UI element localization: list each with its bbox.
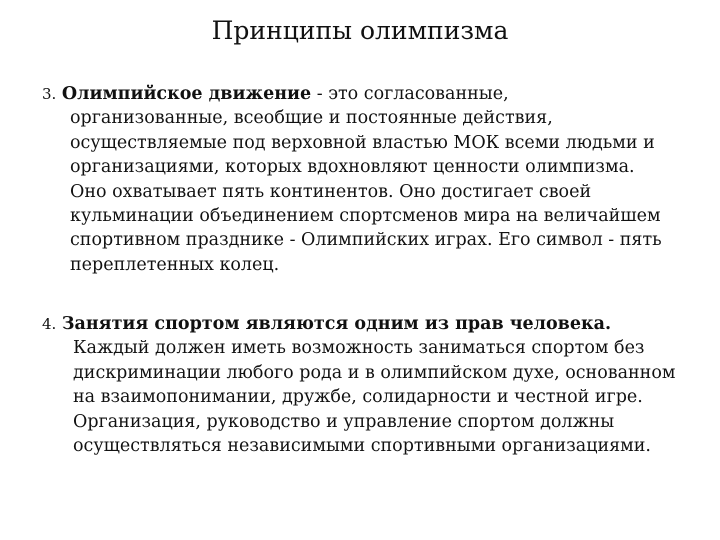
item-text-line: организованные, всеобщие и постоянные действия, (70, 108, 553, 129)
item-text-line: - это согласованные, (311, 84, 509, 104)
principle-item-4 (42, 312, 676, 458)
item-text-line: Организация, руководство и управление спортом должны (73, 411, 615, 432)
principle-item-3 (42, 82, 662, 277)
item-text-line: на взаимопонимании, дружбе, солидарности и честной игре. (73, 387, 643, 408)
slide-title: Принципы олимпизма (211, 16, 509, 45)
item-continuation (42, 106, 662, 277)
item-text-line: организациями, которых вдохновляют ценности олимпизма. (70, 157, 635, 178)
item-number: 4. (42, 315, 57, 333)
item-number: 3. (42, 85, 57, 103)
item-text-line: осуществляемые под верховной властью МОК всеми людьми и (70, 132, 655, 153)
item-text-line: переплетенных колец. (70, 254, 280, 275)
item-text-line: осуществляться независимыми спортивными организациями. (73, 436, 651, 457)
item-text-line: Оно охватывает пять континентов. Оно достигает своей (70, 181, 592, 202)
item-text-line: Каждый должен иметь возможность заниматься спортом без (73, 338, 645, 359)
item-text-line: спортивном празднике - Олимпийских играх. Его символ - пять (70, 230, 662, 251)
item-text-line: кульминации объединением спортсменов мира на величайшем (70, 206, 661, 227)
item-heading: Олимпийское движение (61, 84, 312, 104)
item-text-line: дискриминации любого рода и в олимпийском духе, основанном (73, 362, 676, 383)
item-heading: Занятия спортом являются одним из прав человека. (61, 314, 612, 334)
principle-first-line (42, 82, 662, 106)
item-continuation (42, 336, 676, 458)
principle-first-line (42, 312, 676, 336)
